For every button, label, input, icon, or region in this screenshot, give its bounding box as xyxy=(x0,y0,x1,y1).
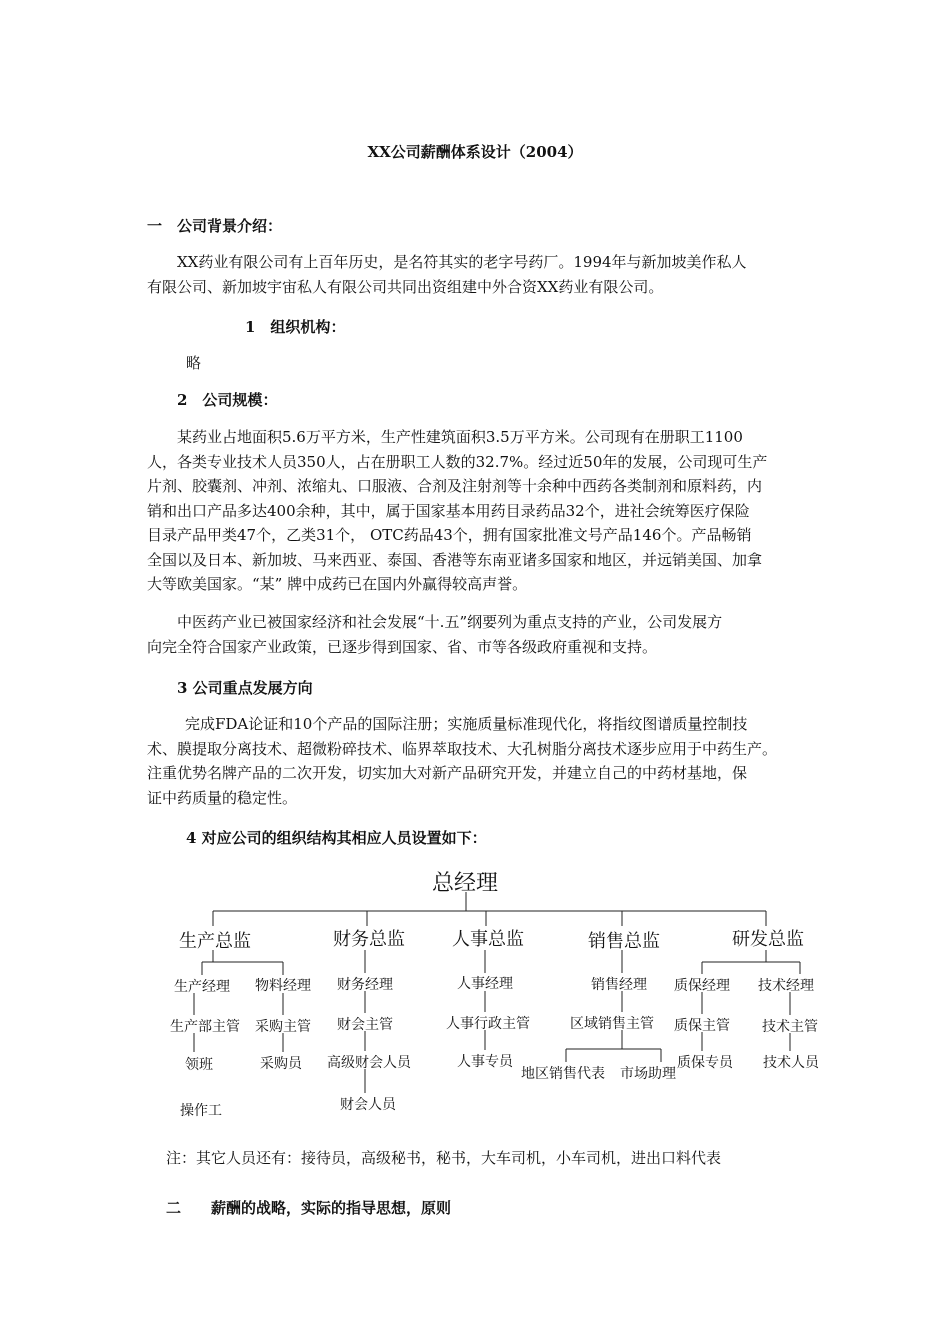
scale-line: 人，各类专业技术人员350人，占在册职工人数的32.7%。经过近50年的发展，公司现可生产 xyxy=(147,452,768,471)
org-node-production-manager: 生产经理 xyxy=(174,979,230,995)
org-node-hr-director: 人事总监 xyxy=(452,929,524,950)
subsection-1-heading: 1 组织机构： xyxy=(245,318,346,336)
scale-line: 全国以及日本、新加坡、马来西亚、泰国、香港等东南亚诸多国家和地区，并远销美国、加拿 xyxy=(147,550,763,569)
org-node-sales-director: 销售总监 xyxy=(588,931,660,952)
intro-line: 有限公司、新加坡宇宙私人有限公司共同出资组建中外合资XX药业有限公司。 xyxy=(147,277,664,296)
org-node-accountant: 财会人员 xyxy=(340,1097,396,1113)
org-node-marketing-assistant: 市场助理 xyxy=(620,1066,676,1082)
org-node-tech-manager: 技术经理 xyxy=(758,978,814,994)
scale-line: 目录产品甲类47个，乙类31个， OTC药品43个，拥有国家批准文号产品146个。产品畅销 xyxy=(147,526,752,544)
org-node-sales-manager: 销售经理 xyxy=(591,977,647,993)
org-node-tech-supervisor: 技术主管 xyxy=(762,1019,818,1035)
org-node-qa-supervisor: 质保主管 xyxy=(674,1018,730,1034)
other-staff-note: 注：其它人员还有：接待员，高级秘书，秘书，大车司机，小车司机，进出口料代表 xyxy=(166,1149,722,1167)
org-node-team-leader: 领班 xyxy=(185,1057,213,1073)
direction-line: 证中药质量的稳定性。 xyxy=(147,788,298,807)
org-node-finance-director: 财务总监 xyxy=(333,929,405,950)
intro-line: XX药业有限公司有上百年历史，是名符其实的老字号药厂。1994年与新加坡美作私人 xyxy=(177,253,747,271)
org-node-accounting-supervisor: 财会主管 xyxy=(337,1017,393,1033)
direction-line: 注重优势名牌产品的二次开发，切实加大对新产品研究开发，并建立自己的中药材基地，保 xyxy=(147,764,748,782)
document-title: XX公司薪酬体系设计（2004） xyxy=(367,143,583,161)
org-node-regional-sales-rep: 地区销售代表 xyxy=(521,1066,605,1082)
org-node-finance-manager: 财务经理 xyxy=(337,977,393,993)
scale-line: 某药业占地面积5.6万平方米，生产性建筑面积3.5万平方米。公司现有在册职工1100 xyxy=(177,428,743,446)
section-2-heading: 二 薪酬的战略，实际的指导思想，原则 xyxy=(166,1199,452,1217)
org-node-qa-manager: 质保经理 xyxy=(674,978,730,994)
org-node-hr-admin-supervisor: 人事行政主管 xyxy=(446,1016,530,1032)
org-node-qa-specialist: 质保专员 xyxy=(677,1055,733,1071)
org-node-hr-manager: 人事经理 xyxy=(457,976,513,992)
org-node-rd-director: 研发总监 xyxy=(732,929,804,950)
subsection-1-body: 略 xyxy=(186,354,202,372)
policy-line: 向完全符合国家产业政策，已逐步得到国家、省、市等各级政府重视和支持。 xyxy=(147,637,658,656)
org-node-materials-manager: 物料经理 xyxy=(255,978,311,994)
org-node-technician: 技术人员 xyxy=(763,1055,819,1071)
subsection-2-heading: 2 公司规模： xyxy=(177,391,278,409)
org-node-production-director: 生产总监 xyxy=(179,931,251,952)
org-node-general-manager: 总经理 xyxy=(432,871,499,896)
org-node-purchasing-supervisor: 采购主管 xyxy=(255,1019,311,1035)
scale-line: 销和出口产品多达400余种，其中，属于国家基本用药目录药品32个，进社会统筹医疗保险 xyxy=(147,501,750,520)
direction-line: 完成FDA论证和10个产品的国际注册；实施质量标准现代化，将指纹图谱质量控制技 xyxy=(185,715,748,733)
direction-line: 术、膜提取分离技术、超微粉碎技术、临界萃取技术、大孔树脂分离技术逐步应用于中药生产。 xyxy=(147,739,778,758)
org-node-senior-accountant: 高级财会人员 xyxy=(327,1055,411,1071)
org-node-regional-sales-supervisor: 区域销售主管 xyxy=(570,1016,654,1032)
org-node-hr-specialist: 人事专员 xyxy=(457,1054,513,1070)
subsection-3-heading: 3 公司重点发展方向 xyxy=(177,679,313,697)
org-node-purchaser: 采购员 xyxy=(260,1056,302,1072)
section-1-heading: 一 公司背景介绍： xyxy=(147,217,283,235)
org-node-production-supervisor: 生产部主管 xyxy=(170,1019,240,1035)
policy-line: 中医药产业已被国家经济和社会发展“十.五”纲要列为重点支持的产业，公司发展方 xyxy=(177,613,723,631)
org-node-operator: 操作工 xyxy=(180,1103,222,1119)
subsection-4-heading: 4 对应公司的组织结构其相应人员设置如下： xyxy=(186,829,487,847)
scale-line: 大等欧美国家。“某” 牌中成药已在国内外赢得较高声誉。 xyxy=(147,575,528,593)
scale-line: 片剂、胶囊剂、冲剂、浓缩丸、口服液、合剂及注射剂等十余种中西药各类制剂和原料药，内 xyxy=(147,477,763,495)
